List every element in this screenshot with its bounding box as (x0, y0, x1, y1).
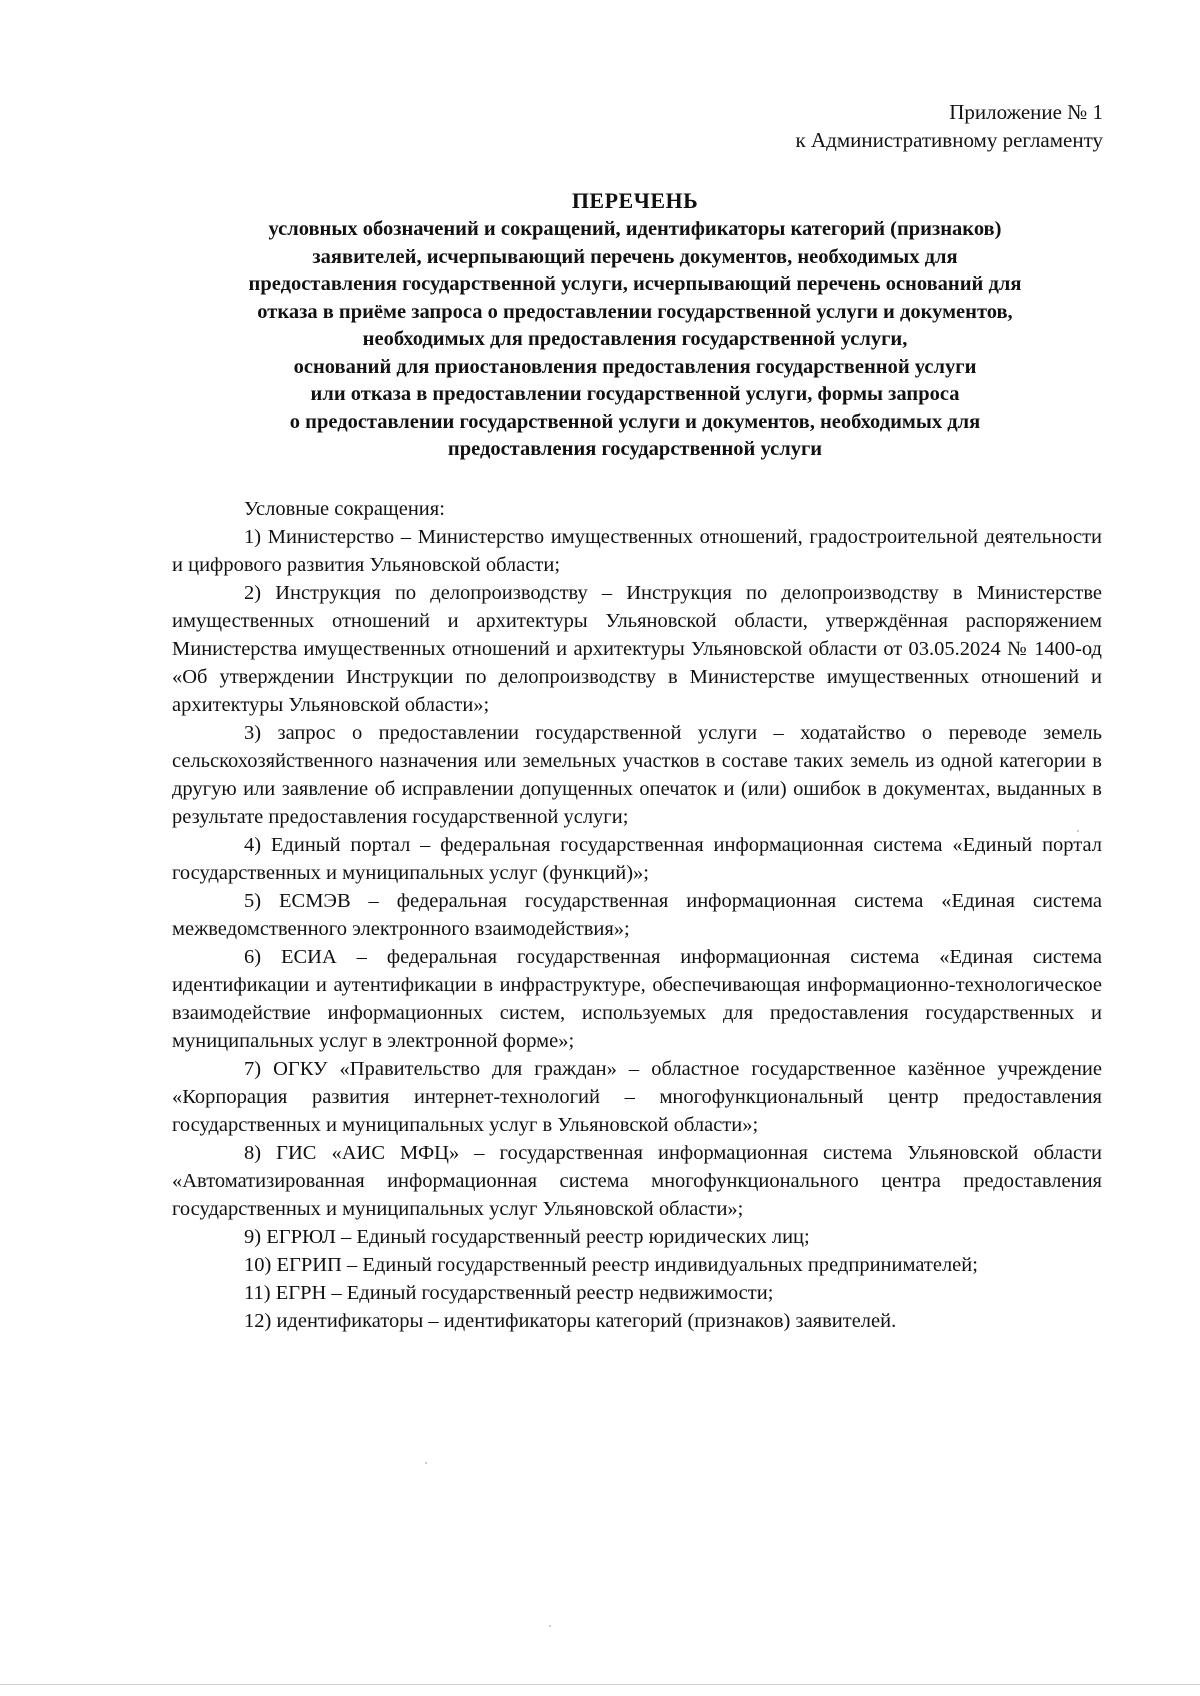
heading-line: предоставления государственной услуги, исчерпывающий перечень оснований для (248, 273, 1022, 295)
scan-speck (1077, 830, 1079, 832)
abbreviation-item: 4) Единый портал – федеральная государственная информационная система «Единый портал государственных и муниципальных услуг (функций)»; (172, 834, 1102, 884)
appendix-number: Приложение № 1 (949, 100, 1103, 124)
abbreviation-item: 8) ГИС «АИС МФЦ» – государственная информационная система Ульяновской области «Автоматизированная информационная система многофункционального центра предоставления государственных и муниципальных услуг Ульяновской области»; (172, 1142, 1102, 1220)
abbreviation-item: 10) ЕГРИП – Единый государственный реестр индивидуальных предпринимателей; (244, 1254, 978, 1276)
heading-line: оснований для приостановления предоставления государственной услуги (293, 355, 977, 378)
abbreviation-item: 5) ЕСМЭВ – федеральная государственная информационная система «Единая система межведомственного электронного взаимодействия»; (172, 890, 1102, 940)
scan-speck (425, 1462, 427, 1464)
abbreviation-item: 11) ЕГРН – Единый государственный реестр недвижимости; (244, 1282, 774, 1304)
scan-edge (0, 1684, 1200, 1685)
abbreviation-item: 7) ОГКУ «Правительство для граждан» – областное государственное казённое учреждение «Корпорация развития интернет-технологий – многофункциональный центр предоставления государственных и муниципальных услуг в Ульяновской области»; (172, 1058, 1102, 1136)
heading-title: ПЕРЕЧЕНЬ (571, 188, 699, 213)
heading-line: предоставления государственной услуги (447, 438, 823, 460)
document-body (172, 495, 1102, 1335)
abbreviation-item: 1) Министерство – Министерство имущественных отношений, градостроительной деятельности и цифрового развития Ульяновской области; (172, 526, 1102, 576)
heading-line: заявителей, исчерпывающий перечень документов, необходимых для (312, 245, 958, 268)
heading-line: о предоставлении государственной услуги и документов, необходимых для (289, 410, 981, 433)
heading-line: условных обозначений и сокращений, идентификаторы категорий (признаков) (268, 218, 1002, 240)
heading-line: необходимых для предоставления государственной услуги, (362, 328, 908, 350)
document-heading (170, 186, 1100, 464)
abbreviation-item: 12) идентификаторы – идентификаторы категорий (признаков) заявителей. (244, 1310, 897, 1332)
abbreviation-item: 6) ЕСИА – федеральная государственная информационная система «Единая система идентификации и аутентификации в инфраструктуре, обеспечивающая информационно-технологическое взаимодействие информационных систем, используемых для предоставления государственных и муниципальных услуг в электронной форме»; (172, 946, 1102, 1052)
abbreviation-item: 2) Инструкция по делопроизводству – Инструкция по делопроизводству в Министерстве имущественных отношений и архитектуры Ульяновской области, утверждённая распоряжением Министерства имущественных отношений и архитектуры Ульяновской области от 03.05.2024 № 1400-од «Об утверждении Инструкции по делопроизводству в Министерстве имущественных отношений и архитектуры Ульяновской области»; (172, 582, 1102, 716)
abbreviation-item: 9) ЕГРЮЛ – Единый государственный реестр юридических лиц; (244, 1226, 810, 1248)
appendix-header (796, 98, 1103, 154)
heading-line: или отказа в предоставлении государственной услуги, формы запроса (310, 383, 960, 405)
abbreviations-intro: Условные сокращения: (244, 498, 445, 520)
abbreviation-item: 3) запрос о предоставлении государственной услуги – ходатайство о переводе земель сельскохозяйственного назначения или земельных участков в составе таких земель из одной категории в другую или заявление об исправлении допущенных опечаток и (или) ошибок в документах, выданных в результате предоставления государственной услуги; (172, 722, 1102, 828)
scan-speck (549, 1625, 551, 1627)
appendix-reference: к Административному регламенту (795, 128, 1103, 152)
heading-line: отказа в приёме запроса о предоставлении государственной услуги и документов, (257, 300, 1013, 323)
